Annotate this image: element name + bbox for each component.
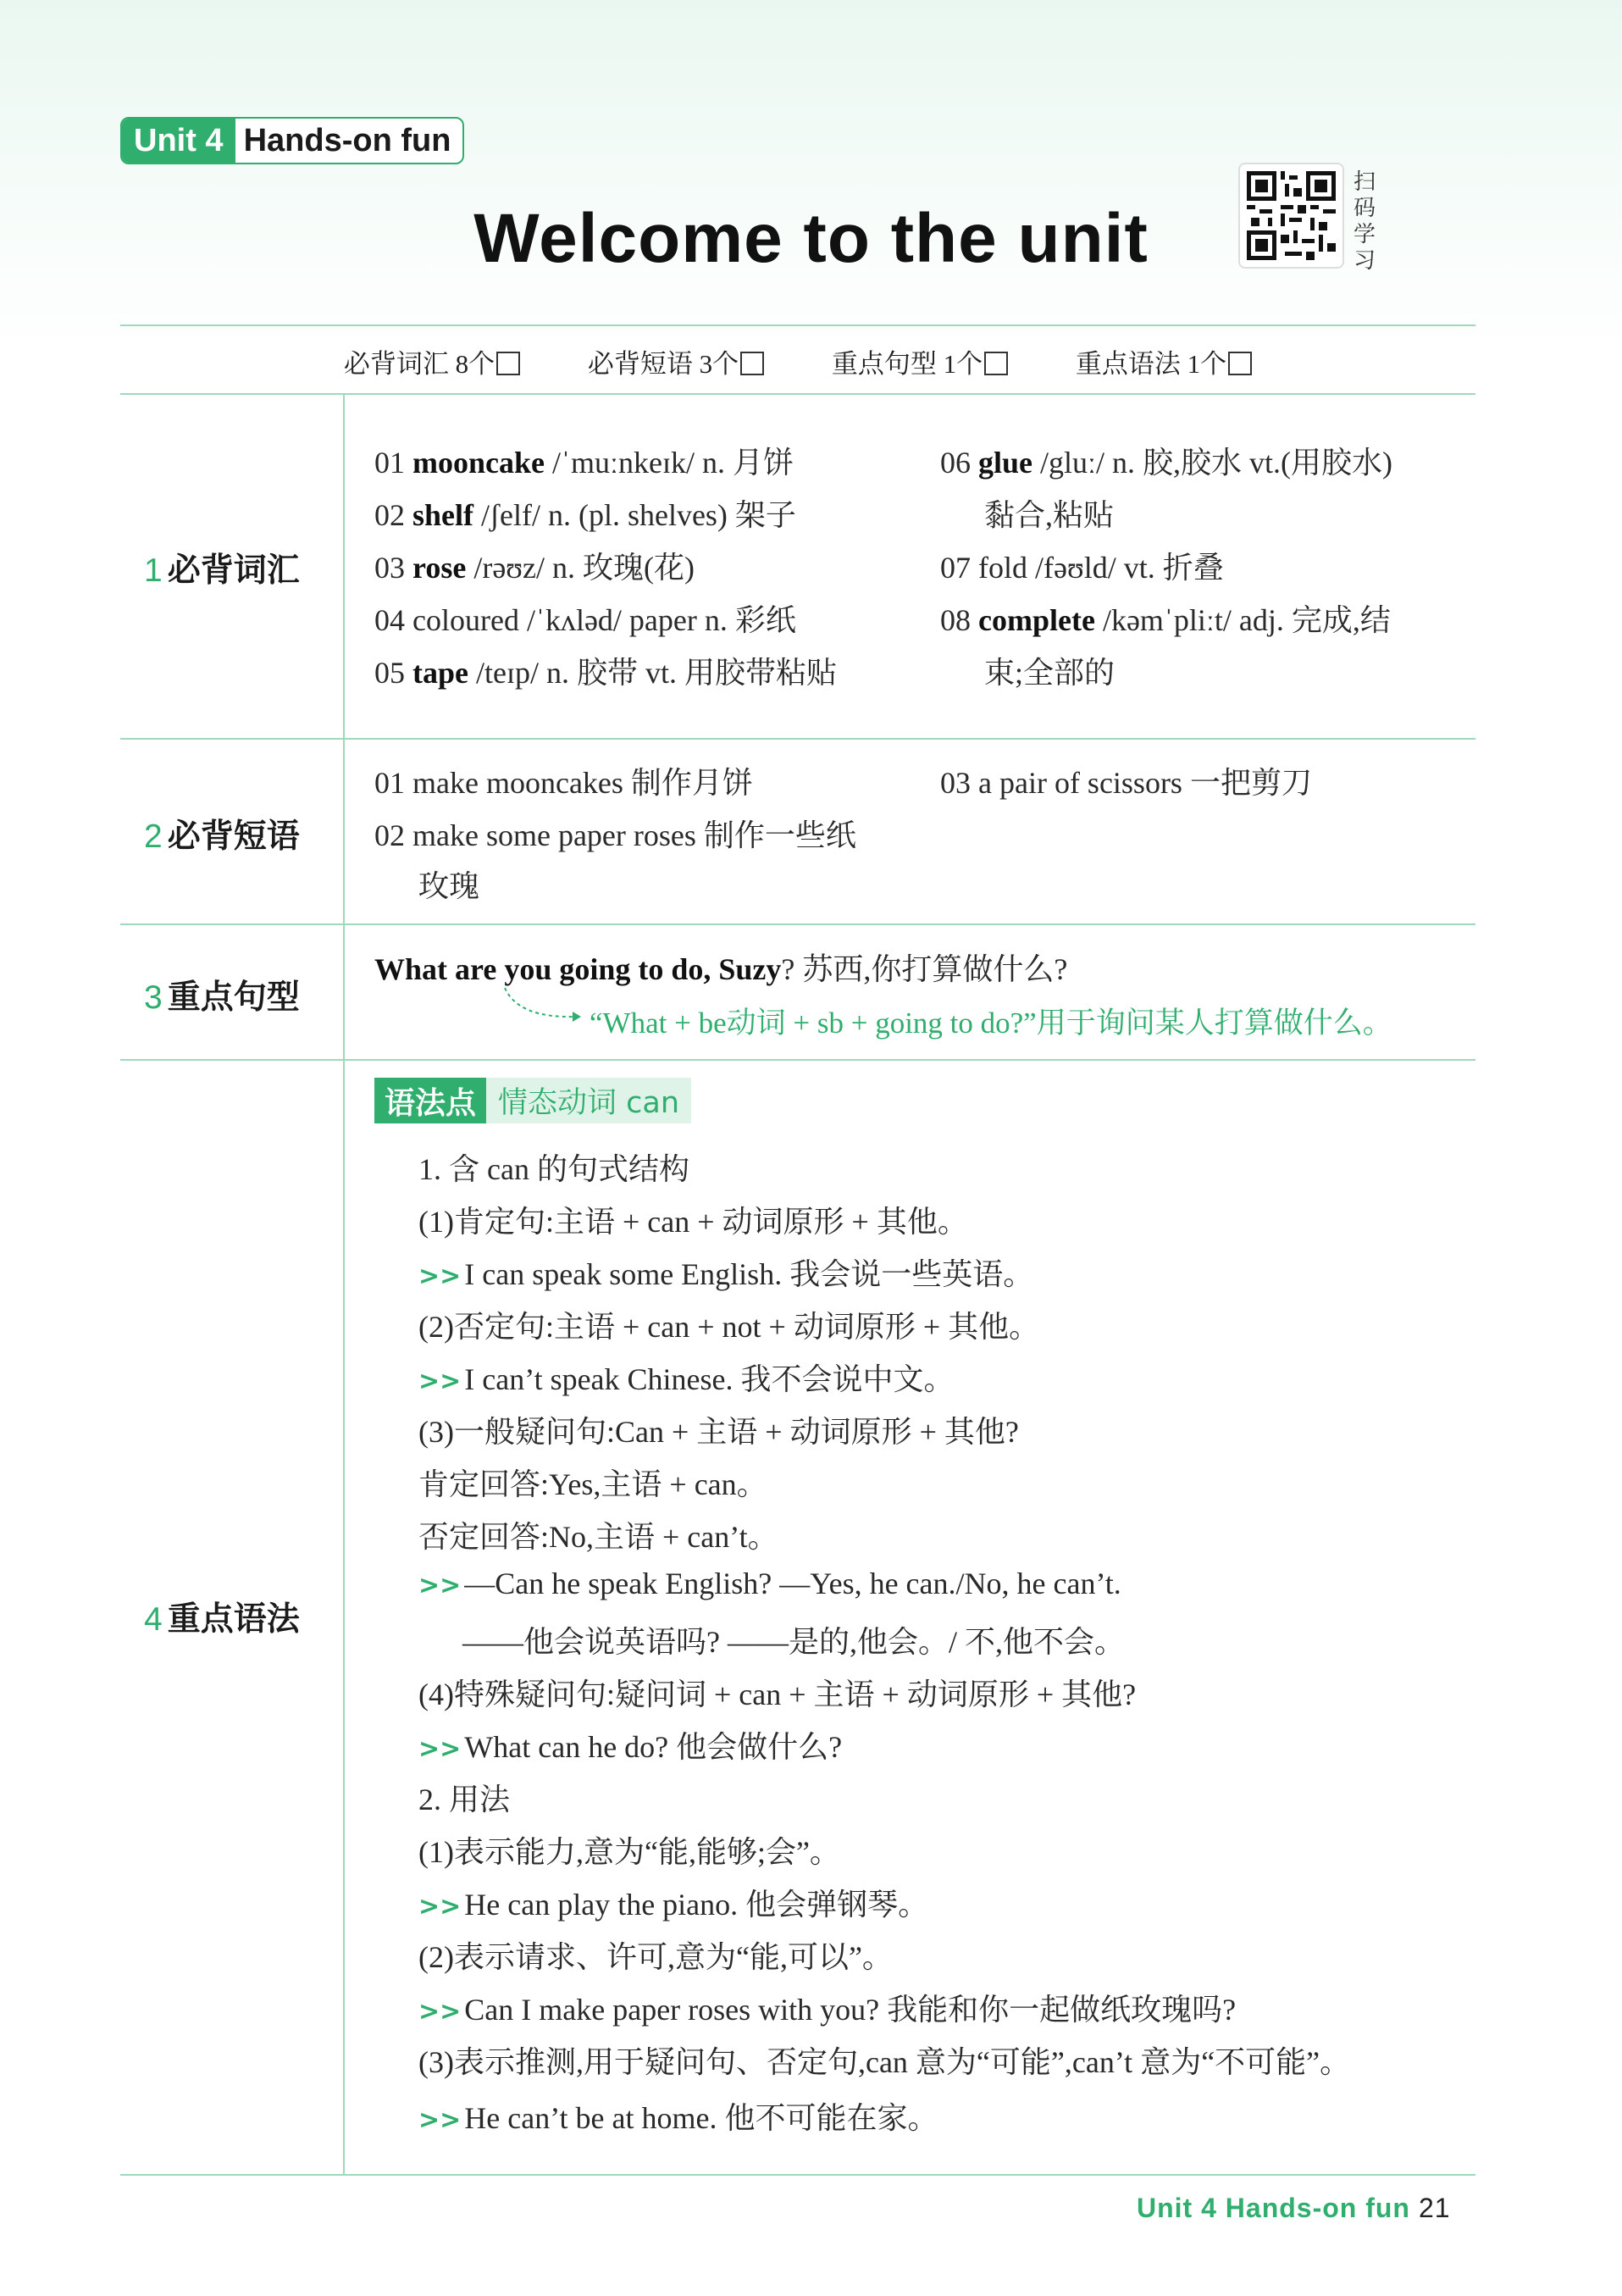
section-label-sentence: 3 重点句型 (144, 979, 300, 1016)
chevrons-icon: >> (418, 1367, 462, 1396)
grammar-example: >> What can he do? 他会做什么? (418, 1730, 843, 1764)
qr-label: 扫 码 学 习 (1354, 169, 1376, 274)
grammar-heading: 2. 用法 (418, 1783, 511, 1816)
divider (120, 393, 1475, 395)
sentence-note: “What + be动词 + sb + going to do?”用于询问某人打算做什么。 (590, 1007, 1392, 1040)
grammar-example-translation: ——他会说英语吗? ——是的,他会。/ 不,他不会。 (462, 1625, 1125, 1659)
phrase-item: 03 a pair of scissors 一把剪刀 (940, 766, 1312, 800)
page-number: 21 (1418, 2193, 1451, 2223)
divider (120, 2174, 1475, 2176)
grammar-rule: (3)表示推测,用于疑问句、否定句,can 意为“可能”,can’t 意为“不可能”。 (418, 2045, 1351, 2079)
chevrons-icon: >> (418, 1571, 462, 1600)
checkbox[interactable] (496, 352, 520, 375)
summary-counts (120, 342, 1475, 380)
checkbox[interactable] (984, 352, 1008, 375)
grammar-example: >> I can’t speak Chinese. 我不会说中文。 (418, 1362, 955, 1396)
chevrons-icon: >> (418, 2105, 462, 2135)
phrase-item: 01 make mooncakes 制作月饼 (374, 766, 753, 800)
grammar-example: >> He can’t be at home. 他不可能在家。 (418, 2101, 938, 2135)
divider (120, 923, 1475, 925)
grammar-rule: 肯定回答:Yes,主语 + can。 (418, 1467, 767, 1501)
grammar-example: >> —Can he speak English? —Yes, he can./No, he can’t. (418, 1567, 1121, 1600)
section-label-grammar: 4 重点语法 (144, 1601, 300, 1638)
unit-title: Hands-on fun (243, 122, 451, 158)
column-divider (343, 395, 345, 2174)
unit-number: Unit 4 (122, 119, 235, 163)
vocab-item-cont: 束;全部的 (984, 656, 1115, 690)
checkbox[interactable] (1228, 352, 1252, 375)
count-vocab: 必背词汇 8个 (344, 349, 520, 379)
grammar-tag-topic: 情态动词 can (486, 1078, 691, 1123)
chevrons-icon: >> (418, 1262, 462, 1291)
chevrons-icon: >> (418, 1734, 462, 1764)
chevrons-icon: >> (418, 1892, 462, 1922)
grammar-tag-label: 语法点 (374, 1078, 486, 1123)
vocab-item: 08 complete /kəmˈpliːt/ adj. 完成,结 (940, 603, 1391, 637)
vocab-item-cont: 黏合,粘贴 (984, 498, 1115, 532)
section-label-vocab: 1 必背词汇 (144, 552, 300, 589)
divider (120, 324, 1475, 326)
unit-badge (120, 117, 464, 164)
qr-code[interactable] (1238, 163, 1344, 269)
arrow-icon (501, 984, 586, 1027)
count-sentence: 重点句型 1个 (832, 349, 1008, 379)
vocab-item: 03 rose /rəʊz/ n. 玫瑰(花) (374, 551, 695, 585)
vocab-item: 06 glue /gluː/ n. 胶,胶水 vt.(用胶水) (940, 446, 1393, 480)
phrase-item: 02 make some paper roses 制作一些纸 (374, 818, 856, 852)
key-sentence: What are you going to do, Suzy? 苏西,你打算做什么? (374, 952, 1068, 986)
vocab-item: 05 tape /teɪp/ n. 胶带 vt. 用胶带粘贴 (374, 656, 837, 690)
count-phrases: 必背短语 3个 (588, 349, 764, 379)
page-footer (1137, 2193, 1451, 2224)
grammar-rule: (4)特殊疑问句:疑问词 + can + 主语 + 动词原形 + 其他? (418, 1678, 1137, 1711)
grammar-example: >> I can speak some English. 我会说一些英语。 (418, 1257, 1034, 1291)
page-title: Welcome to the unit (473, 200, 1149, 277)
vocab-item: 04 coloured /ˈkʌləd/ paper n. 彩纸 (374, 603, 796, 637)
count-grammar: 重点语法 1个 (1076, 349, 1252, 379)
grammar-rule: (1)肯定句:主语 + can + 动词原形 + 其他。 (418, 1205, 968, 1239)
grammar-rule: 否定回答:No,主语 + can’t。 (418, 1520, 778, 1554)
divider (120, 1059, 1475, 1061)
grammar-rule: (2)表示请求、许可,意为“能,可以”。 (418, 1940, 893, 1974)
vocab-item: 02 shelf /ʃelf/ n. (pl. shelves) 架子 (374, 498, 796, 532)
vocab-item: 01 mooncake /ˈmuːnkeɪk/ n. 月饼 (374, 446, 794, 480)
chevrons-icon: >> (418, 1997, 462, 2027)
section-label-phrases: 2 必背短语 (144, 818, 300, 855)
grammar-rule: (2)否定句:主语 + can + not + 动词原形 + 其他。 (418, 1310, 1040, 1344)
grammar-example: >> He can play the piano. 他会弹钢琴。 (418, 1888, 929, 1922)
grammar-example: >> Can I make paper roses with you? 我能和你一起做纸玫瑰吗? (418, 1993, 1237, 2027)
checkbox[interactable] (740, 352, 764, 375)
divider (120, 738, 1475, 740)
grammar-tag (374, 1078, 691, 1123)
grammar-rule: (3)一般疑问句:Can + 主语 + 动词原形 + 其他? (418, 1415, 1019, 1449)
grammar-rule: (1)表示能力,意为“能,能够;会”。 (418, 1835, 840, 1869)
qr-code-icon (1247, 171, 1336, 260)
footer-unit: Unit 4 Hands-on fun (1137, 2193, 1410, 2223)
vocab-item: 07 fold /fəʊld/ vt. 折叠 (940, 551, 1224, 585)
phrase-item-cont: 玫瑰 (418, 869, 480, 903)
grammar-heading: 1. 含 can 的句式结构 (418, 1152, 689, 1186)
